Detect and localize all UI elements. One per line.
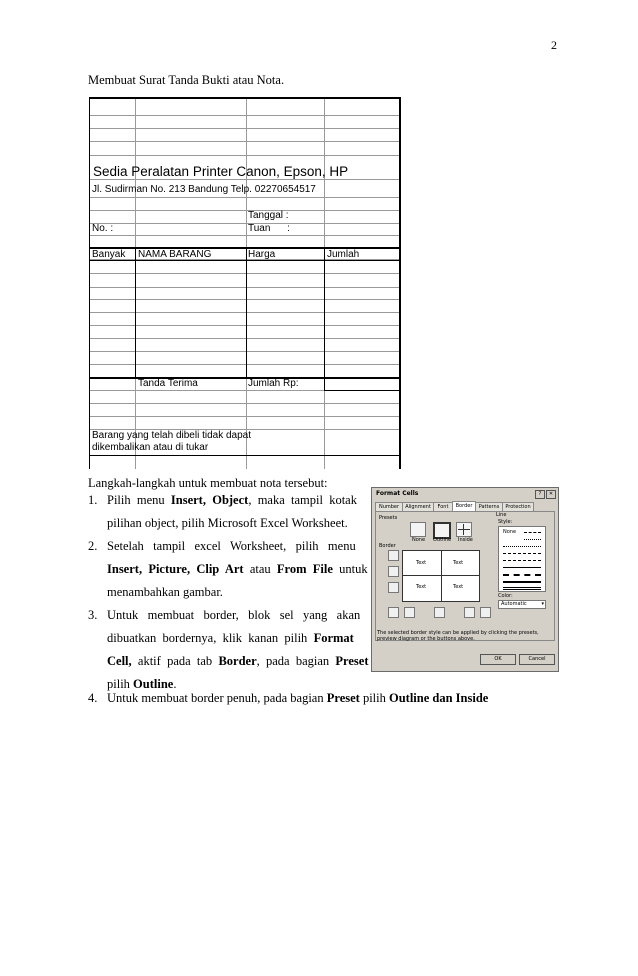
step-text: dibuatkan bordernya, klik kanan pilih — [107, 631, 314, 645]
header-bottom-border — [90, 260, 399, 261]
step-bold: Outline dan Inside — [389, 691, 489, 705]
step-text: menambahkan gambar. — [107, 585, 223, 599]
jumlah-box-bottom — [324, 390, 399, 391]
border-center-button[interactable] — [434, 607, 445, 618]
style-label: Style: — [498, 519, 513, 525]
step-text: , maka tampil kotak — [248, 493, 357, 507]
no-label: No. : — [92, 223, 114, 234]
grid-row-line — [90, 299, 399, 300]
step-text: pilih — [359, 691, 389, 705]
footer-note-line1: Barang yang telah dibeli tidak dapat — [92, 430, 252, 441]
tanda-terima-label: Tanda Terima — [138, 378, 198, 389]
dialog-tabs — [375, 502, 555, 511]
close-icon[interactable]: ✕ — [546, 490, 556, 499]
grid-row-line — [90, 312, 399, 313]
preset-outline-label: Outline — [433, 537, 452, 543]
grid-row-line — [90, 403, 399, 404]
shop-name: Sedia Peralatan Printer Canon, Epson, HP — [93, 164, 349, 179]
grid-row-line — [90, 273, 399, 274]
shop-address: Jl. Sudirman No. 213 Bandung Telp. 02270654517 — [92, 184, 316, 195]
jumlah-rp-label: Jumlah Rp: — [248, 378, 299, 389]
step-text: Setelah tampil excel Worksheet, pilih menu — [107, 539, 356, 553]
tab-alignment[interactable]: Alignment — [402, 502, 434, 511]
step-number: 2. — [88, 539, 98, 553]
intro-heading: Membuat Surat Tanda Bukti atau Nota. — [88, 73, 285, 87]
step-bold: Insert, Object — [170, 493, 249, 507]
table-col-border — [324, 247, 325, 391]
step-text: pilih — [107, 677, 134, 691]
help-icon[interactable]: ? — [535, 490, 545, 499]
nota-spreadsheet — [89, 97, 401, 469]
grid-row-line — [90, 179, 399, 180]
step-text: aktif pada tab — [131, 654, 219, 668]
color-label: Color: — [498, 593, 513, 599]
step-bold: Preset — [326, 691, 360, 705]
preview-text: Text — [416, 560, 427, 566]
preview-text: Text — [453, 560, 464, 566]
border-right-button[interactable] — [464, 607, 475, 618]
color-value: Automatic — [501, 601, 527, 607]
step-text: untuk — [332, 562, 368, 576]
step-text: , pada bagian — [256, 654, 336, 668]
border-preview[interactable] — [402, 550, 480, 602]
grid-row-line — [90, 128, 399, 129]
header-nama-barang: NAMA BARANG — [138, 249, 212, 260]
grid-row-line — [90, 223, 399, 224]
footer-bottom-border — [90, 455, 399, 456]
preset-none-label: None — [412, 537, 426, 543]
table-bottom-border — [90, 377, 399, 379]
grid-row-line — [90, 197, 399, 198]
grid-row-line — [90, 287, 399, 288]
preview-text: Text — [416, 584, 427, 590]
tanggal-label: Tanggal : — [248, 210, 289, 221]
grid-row-line — [90, 141, 399, 142]
step-text: pilihan object, pilih Microsoft Excel Worksheet. — [107, 516, 348, 530]
color-select[interactable] — [498, 600, 546, 609]
step-text: Untuk membuat border, blok sel yang akan — [107, 608, 361, 622]
header-banyak: Banyak — [92, 249, 126, 260]
step-bold: Outline — [133, 677, 174, 691]
step-bold: From File — [276, 562, 333, 576]
preview-text: Text — [453, 584, 464, 590]
step-text: Pilih menu — [107, 493, 171, 507]
cancel-button[interactable]: Cancel — [519, 654, 555, 665]
step-number: 4. — [88, 691, 98, 705]
step-text: . — [173, 677, 177, 691]
tab-font[interactable]: Font — [433, 502, 453, 511]
grid-row-line — [90, 115, 399, 116]
grid-row-line — [90, 338, 399, 339]
tuan-label: Tuan : — [248, 223, 290, 234]
grid-row-line — [90, 325, 399, 326]
grid-row-line — [90, 155, 399, 156]
step-number: 1. — [88, 493, 98, 507]
step-bold: Preset — [335, 654, 369, 668]
grid-row-line — [90, 364, 399, 365]
step-bold: Insert, Picture, Clip Art — [107, 562, 244, 576]
style-none-option[interactable]: None — [503, 529, 517, 535]
tab-patterns[interactable]: Patterns — [475, 502, 503, 511]
steps-lead: Langkah-langkah untuk membuat nota tersebut: — [88, 476, 328, 490]
step-number: 3. — [88, 608, 98, 622]
chevron-down-icon: ▾ — [541, 601, 544, 607]
presets-label: Presets — [379, 515, 398, 521]
border-middle-button[interactable] — [388, 566, 399, 577]
preset-inside-button[interactable] — [456, 522, 472, 537]
border-bottom-button[interactable] — [388, 582, 399, 593]
border-diag-down-button[interactable] — [480, 607, 491, 618]
line-label: Line — [496, 512, 507, 518]
footer-note-line2: dikembalikan atau di tukar — [92, 442, 209, 453]
tab-border[interactable]: Border — [452, 501, 476, 511]
border-diag-up-button[interactable] — [388, 607, 399, 618]
table-col-border — [246, 247, 247, 378]
dialog-title: Format Cells — [372, 488, 558, 499]
tab-protection[interactable]: Protection — [502, 502, 534, 511]
tab-number[interactable]: Number — [375, 502, 403, 511]
step-bold: Cell, — [107, 654, 132, 668]
grid-row-line — [90, 235, 399, 236]
dialog-note: The selected border style can be applied by clicking the presets, preview diagram or the buttons above. — [377, 630, 539, 642]
border-top-button[interactable] — [388, 550, 399, 561]
border-left-button[interactable] — [404, 607, 415, 618]
format-cells-dialog — [371, 487, 559, 672]
preset-inside-label: Inside — [458, 537, 473, 543]
line-style-list[interactable] — [498, 526, 546, 592]
grid-row-line — [90, 351, 399, 352]
step-bold: Format — [313, 631, 354, 645]
preset-none-button[interactable] — [410, 522, 426, 537]
ok-button[interactable]: OK — [480, 654, 516, 665]
grid-row-line — [90, 210, 399, 211]
step-text: atau — [243, 562, 277, 576]
step-bold: Border — [218, 654, 257, 668]
border-label: Border — [379, 543, 396, 549]
header-harga: Harga — [248, 249, 276, 260]
grid-row-line — [90, 416, 399, 417]
border-panel — [375, 511, 555, 641]
table-col-border — [135, 247, 136, 378]
page-number: 2 — [551, 38, 557, 52]
step-text: Untuk membuat border penuh, pada bagian — [107, 691, 327, 705]
header-jumlah: Jumlah — [327, 249, 360, 260]
